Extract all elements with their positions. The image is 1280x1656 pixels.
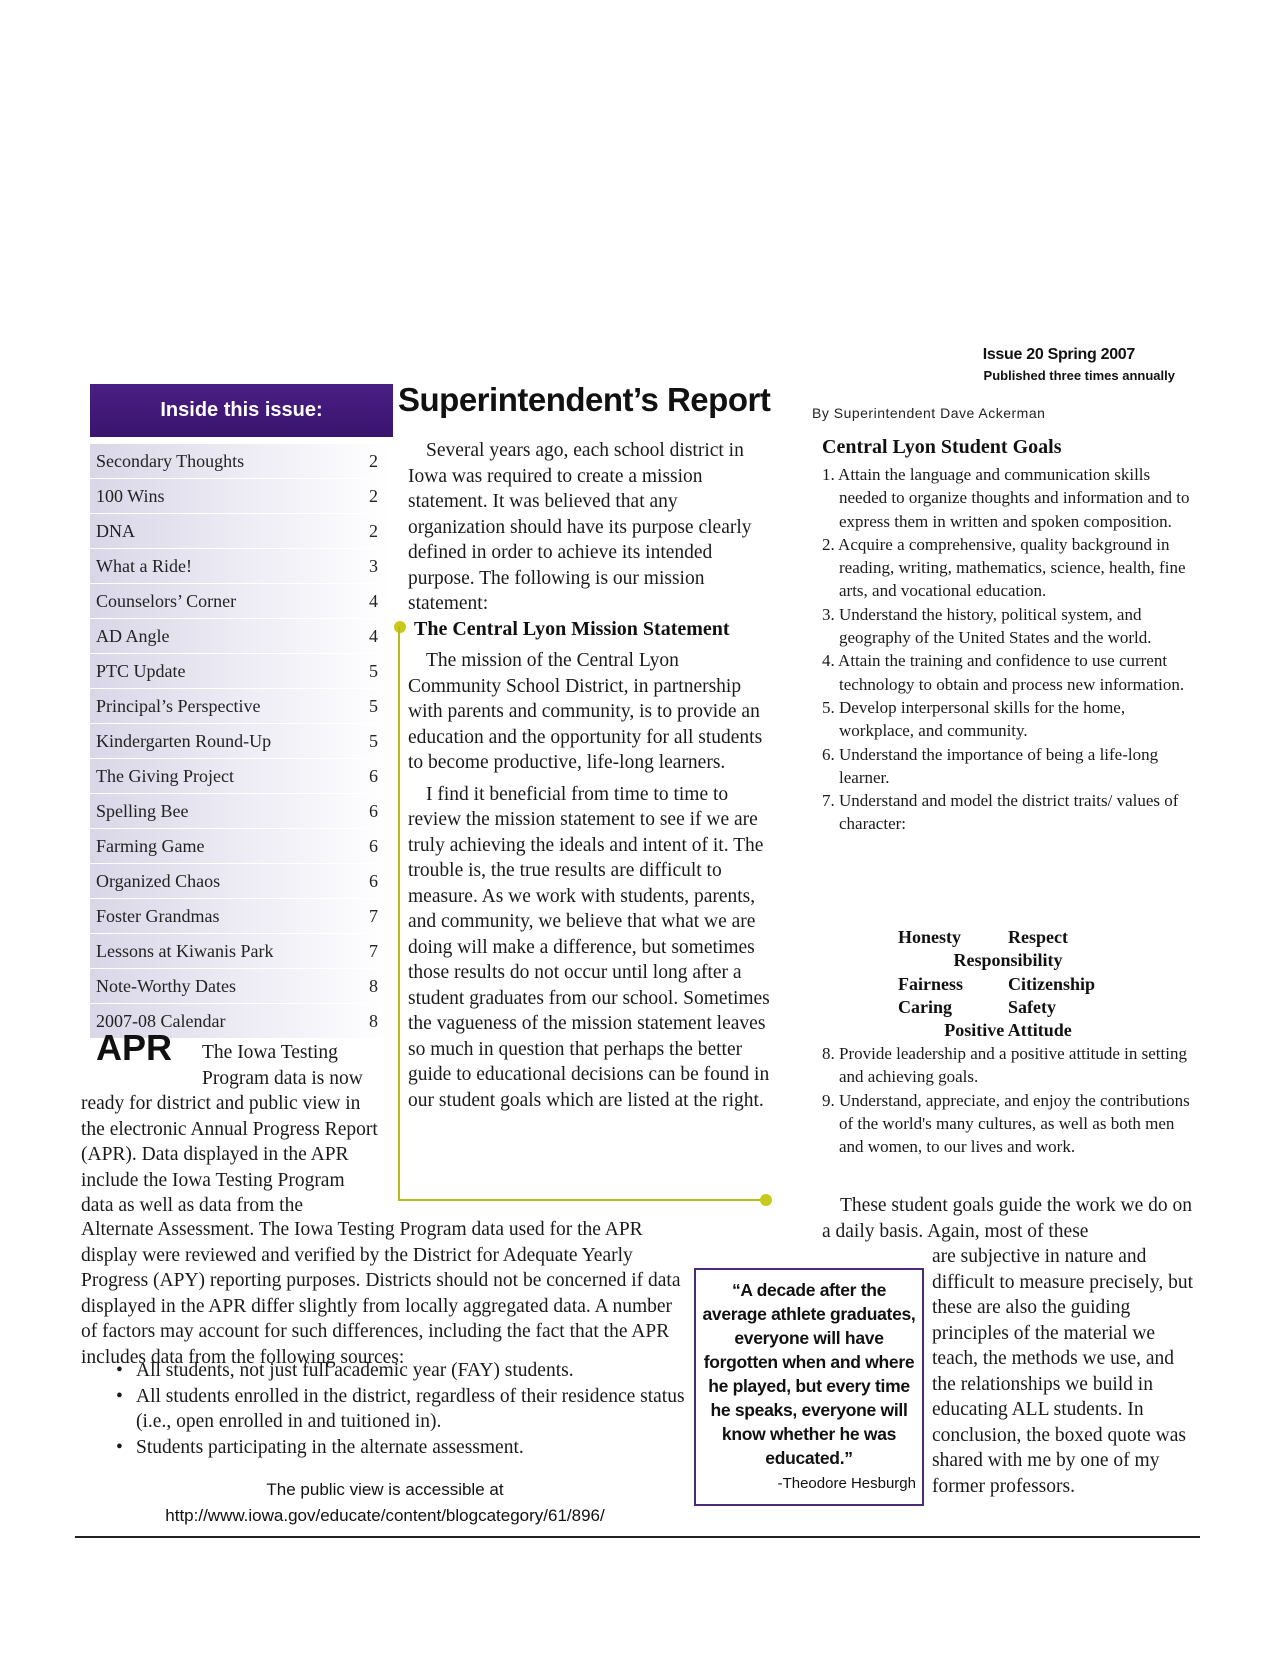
reflection-text: I find it beneficial from time to time to review the mission statement to see if we are truly achieving the ideals and intent of it. The trouble is, the true results are difficult to measure. As we work with students, parents, and community, we believe that what we are doing will make a difference, but sometimes those results do not occur until long after a student graduates from our school. Sometimes the vagueness of the mission statement leaves so much in question that perhaps the better guide to educational decisions can be found in our student goals which are listed at the right.: [408, 783, 770, 1111]
trait: Honesty: [898, 927, 961, 947]
apr-bullet: • All students enrolled in the district, regardless of their residence status (i.e., open enrolled in and tuitioned in).: [116, 1384, 686, 1435]
toc-item[interactable]: [90, 864, 390, 899]
mission-section: [408, 648, 770, 1119]
goal-item: 3. Understand the history, political system, and geography of the United States and the world.: [822, 604, 1152, 648]
trait: Responsibility: [953, 950, 1063, 971]
quote-attribution: -Theodore Hesburgh: [777, 1475, 916, 1492]
goal-item: 9. Understand, appreciate, and enjoy the contributions of the world's many cultures, as well as both men and women, to our lives and work.: [822, 1090, 1190, 1157]
toc-item[interactable]: [90, 759, 390, 794]
toc-item[interactable]: [90, 689, 390, 724]
apr-text-wide: Alternate Assessment. The Iowa Testing Program data used for the APR display were reviewed and verified by the District for Adequate Yearly Progress (APY) reporting purposes. Districts should not be concerned if data displayed in the APR differ slightly from locally aggregated data. A number of factors may account for such differences, including the fact that the APR includes data from the following sources:: [81, 1219, 681, 1368]
apr-link-block: [140, 1477, 630, 1529]
article-intro: Several years ago, each school district in Iowa was required to create a mission statement. It was believed that any organization should have its purpose clearly defined in order to achieve its intended purpose. The following is our mission statement:: [408, 440, 752, 614]
toc-item-page: 6: [369, 765, 378, 786]
closing-text-top: These student goals guide the work we do on a daily basis. Again, most of these: [822, 1195, 1193, 1242]
toc-item-title: Farming Game: [96, 835, 205, 856]
toc-item[interactable]: [90, 934, 390, 969]
apr-first-line: The Iowa Testing Program data is now: [202, 1042, 363, 1089]
goals-list-continued: [822, 1042, 1194, 1158]
toc-item-title: Spelling Bee: [96, 800, 189, 821]
toc-item-page: 8: [369, 1010, 378, 1031]
toc-item-page: 4: [369, 625, 378, 646]
toc-item-page: 6: [369, 835, 378, 856]
toc-item[interactable]: [90, 584, 390, 619]
toc-item-page: 2: [369, 520, 378, 541]
toc-item-title: Secondary Thoughts: [96, 450, 245, 471]
toc-item[interactable]: [90, 829, 390, 864]
toc-header: Inside this issue:: [90, 384, 393, 437]
toc-item-title: Lessons at Kiwanis Park: [96, 940, 274, 961]
toc-item-page: 2: [369, 450, 378, 471]
toc-item-title: Principal’s Perspective: [96, 695, 261, 716]
trait: Safety: [1008, 996, 1056, 1017]
toc-item[interactable]: [90, 514, 390, 549]
toc-item-title: Note-Worthy Dates: [96, 975, 237, 996]
toc-item-page: 6: [369, 870, 378, 891]
publication-frequency: Published three times annually: [983, 368, 1175, 383]
issue-line: Issue 20 Spring 2007: [982, 346, 1135, 363]
toc-item-page: 6: [369, 800, 378, 821]
toc-item-title: The Giving Project: [96, 765, 234, 786]
toc-item-page: 8: [369, 975, 378, 996]
article-headline: Superintendent’s Report: [398, 381, 771, 418]
quote-box: [694, 1268, 924, 1506]
goal-item: 1. Attain the language and communication skills needed to organize thoughts and information and to express them in written and spoken composition.: [822, 465, 1190, 531]
apr-text: ready for district and public view in the electronic Annual Progress Report (APR). Data displayed in the APR include the Iowa Testing Program data as well as data from the: [81, 1093, 378, 1216]
accent-dot: [760, 1194, 772, 1206]
toc-item[interactable]: [90, 479, 390, 514]
toc-item-title: AD Angle: [96, 625, 170, 646]
goals-list: [822, 463, 1194, 836]
toc-item[interactable]: [90, 549, 390, 584]
toc-item-title: Organized Chaos: [96, 870, 221, 891]
toc-item-page: 7: [369, 905, 378, 926]
toc-item-title: 2007-08 Calendar: [96, 1010, 226, 1031]
goal-item: 2. Acquire a comprehensive, quality background in reading, writing, mathematics, science, health, fine arts, and vocational education.: [822, 534, 1186, 601]
character-traits: [822, 926, 1194, 1042]
toc-item[interactable]: [90, 619, 390, 654]
goal-item: 8. Provide leadership and a positive attitude in setting and achieving goals.: [822, 1044, 1187, 1087]
trait: Citizenship: [1008, 973, 1096, 994]
goal-item: 6. Understand the importance of being a life-long learner.: [822, 744, 1159, 787]
trait: Caring: [898, 996, 952, 1017]
apr-title: APR: [96, 1027, 173, 1068]
toc-list: [90, 444, 390, 1039]
apr-bullet-list: [116, 1358, 686, 1460]
toc-item[interactable]: [90, 724, 390, 759]
article-byline: By Superintendent Dave Ackerman: [812, 405, 1046, 421]
closing-text-rest: are subjective in nature and difficult to measure precisely, but these are also the guiding principles of the material we teach, the methods we use, and the relationships we build in educating ALL students. In conclusion, the boxed quote was shared with me by one of my former professors.: [932, 1246, 1194, 1497]
goals-title: Central Lyon Student Goals: [822, 436, 1062, 458]
toc-item-page: 2: [369, 485, 378, 506]
toc-item[interactable]: [90, 969, 390, 1004]
toc-item-title: Foster Grandmas: [96, 905, 220, 926]
apr-bullet: • All students, not just full academic year (FAY) students.: [116, 1358, 686, 1384]
toc-item-title: DNA: [96, 520, 135, 541]
toc-item-page: 4: [369, 590, 378, 611]
apr-link-url[interactable]: http://www.iowa.gov/educate/content/blogcategory/61/896/: [165, 1506, 605, 1525]
toc-item-title: Kindergarten Round-Up: [96, 730, 272, 751]
toc-item[interactable]: [90, 899, 390, 934]
trait: Positive Attitude: [944, 1020, 1072, 1041]
apr-link-intro: The public view is accessible at: [266, 1480, 504, 1499]
toc-item-page: 5: [369, 730, 378, 751]
toc-item-title: PTC Update: [96, 660, 186, 681]
quote-text: “A decade after the average athlete graduates, everyone will have forgotten when and where he played, but every time he speaks, everyone will know whether he was educated.”: [702, 1280, 916, 1468]
trait: Fairness: [898, 973, 963, 994]
toc-item-title: What a Ride!: [96, 555, 192, 576]
toc-item[interactable]: [90, 794, 390, 829]
toc-item[interactable]: [90, 654, 390, 689]
toc-item-title: 100 Wins: [96, 485, 165, 506]
accent-line-vertical: [398, 627, 400, 1199]
accent-dot: [394, 621, 406, 633]
mission-text: The mission of the Central Lyon Community School District, in partnership with parents and community, is to provide an education and the opportunity for all students to become productive, life-long learners.: [408, 650, 763, 773]
toc-item-page: 5: [369, 660, 378, 681]
bottom-rule: [75, 1536, 1200, 1538]
toc-item[interactable]: [90, 444, 390, 479]
goal-item: 4. Attain the training and confidence to use current technology to obtain and process new information.: [822, 651, 1185, 694]
toc-item-page: 5: [369, 695, 378, 716]
toc-item-page: 3: [369, 555, 378, 576]
goal-item: 5. Develop interpersonal skills for the home, workplace, and community.: [822, 697, 1126, 741]
goal-item: 7. Understand and model the district traits/ values of character:: [822, 791, 1179, 834]
mission-title: The Central Lyon Mission Statement: [414, 618, 730, 640]
accent-line-horizontal: [398, 1199, 763, 1201]
trait: Respect: [1008, 927, 1068, 947]
toc-item-title: Counselors’ Corner: [96, 590, 237, 611]
toc-item-page: 7: [369, 940, 378, 961]
apr-bullet: • Students participating in the alternate assessment.: [116, 1435, 686, 1461]
